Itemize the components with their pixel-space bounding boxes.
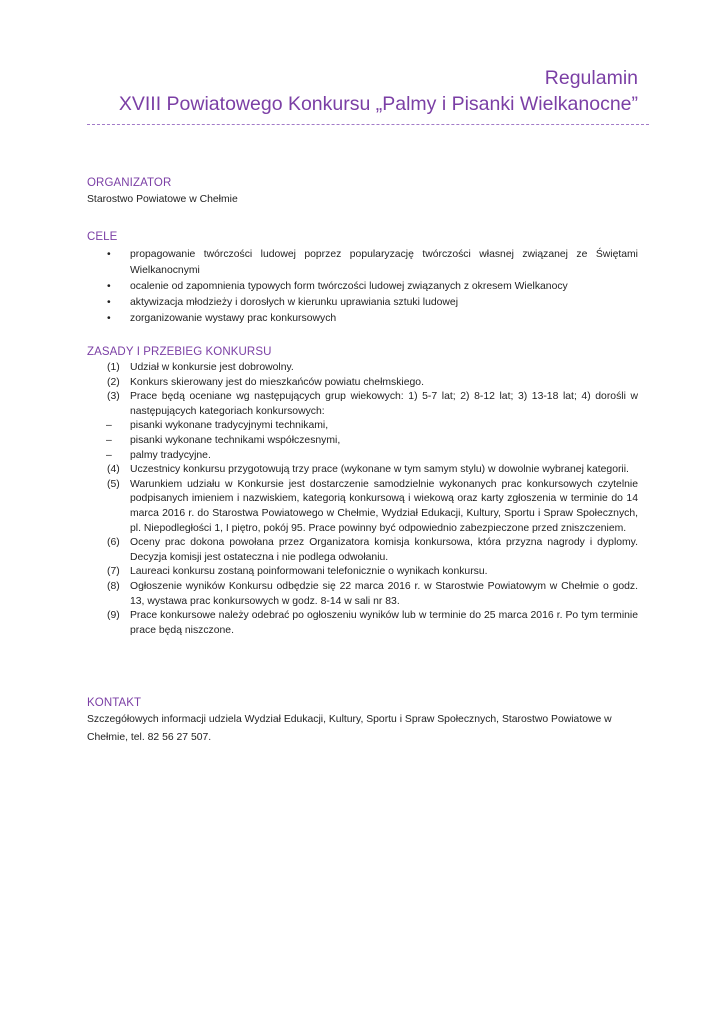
organizer-heading: ORGANIZATOR	[87, 177, 172, 189]
goals-heading: CELE	[87, 231, 118, 243]
goal-text: ocalenie od zapomnienia typowych form twórczości ludowej związanych z okresem Wielkanocy	[130, 281, 568, 292]
list-item	[87, 565, 638, 580]
rule-text: pisanki wykonane technikami współczesnymi,	[130, 434, 341, 446]
rules-list	[87, 361, 638, 638]
list-item	[87, 449, 638, 464]
item-number: (6)	[107, 537, 120, 549]
item-number: (4)	[107, 464, 120, 476]
rule-text: Uczestnicy konkursu przygotowują trzy prace (wykonane w tym samym stylu) w dowolnie wybranej kategorii.	[130, 464, 629, 476]
item-number: (1)	[107, 362, 120, 373]
rule-text: Prace konkursowe należy odebrać po ogłoszeniu wyników lub w terminie do 25 marca 2016 r. Po tym terminie prace będą niszczone.	[130, 610, 638, 636]
rule-text: palmy tradycyjne.	[130, 449, 211, 461]
goals-list	[87, 247, 638, 327]
dash-icon: –	[106, 449, 112, 461]
list-item	[87, 434, 638, 449]
rule-text: Warunkiem udziału w Konkursie jest dostarczenie samodzielnie wykonanych prac konkursowych czytelnie podpisanych imieniem i nazwiskiem, kategorią konkursową i wiekową oraz karty zgłoszenia w terminie do 14 marca 2016 r. do Starostwa Powiatowego w Chełmie, Wydział Edukacji, Kultury, Sportu i Spraw Społecznych, pl. Niepodległości 1, I piętro, pokój 95. Prace powinny być odpowiednio zabezpieczone przed zniszczeniem.	[130, 478, 638, 534]
rule-text: Ogłoszenie wyników Konkursu odbędzie się 22 marca 2016 r. w Starostwie Powiatowym w Chełmie o godz. 13, wystawa prac konkursowych w godz. 8-14 w sali nr 83.	[130, 580, 638, 607]
organizer-text: Starostwo Powiatowe w Chełmie	[87, 194, 238, 205]
item-number: (7)	[107, 566, 120, 578]
item-number: (3)	[107, 391, 120, 403]
bullet-icon: •	[107, 313, 111, 324]
list-item	[87, 478, 638, 536]
bullet-icon: •	[107, 281, 111, 292]
goal-text: aktywizacja młodzieży i dorosłych w kierunku uprawiania sztuki ludowej	[130, 297, 459, 308]
list-item	[87, 279, 638, 295]
list-item	[87, 419, 638, 434]
list-item	[87, 376, 638, 391]
bullet-icon: •	[107, 249, 111, 260]
list-item	[87, 536, 638, 565]
dash-icon: –	[106, 420, 112, 432]
item-number: (5)	[107, 478, 120, 490]
list-item	[87, 463, 638, 478]
document-title: Regulamin	[544, 67, 638, 89]
contact-text: Szczegółowych informacji udziela Wydział Edukacji, Kultury, Sportu i Spraw Społecznych, Starostwo Powiatowe w Chełmie, tel. 82 56 27 507.	[87, 714, 612, 743]
contact-heading: KONTAKT	[87, 697, 142, 709]
rule-text: Prace będą oceniane wg następujących grup wiekowych: 1) 5-7 lat; 2) 8-12 lat; 3) 13-18 lat; 4) dorośli w następujących kategoriach konkursowych:	[130, 391, 638, 417]
list-item	[87, 247, 638, 279]
list-item	[87, 609, 638, 638]
dash-icon: –	[106, 434, 112, 446]
rule-text: Konkurs skierowany jest do mieszkańców powiatu chełmskiego.	[130, 376, 424, 388]
goal-text: propagowanie twórczości ludowej poprzez popularyzację twórczości własnej związanej ze Świętami Wielkanocnymi	[130, 249, 638, 276]
bullet-icon: •	[107, 297, 111, 308]
goal-text: zorganizowanie wystawy prac konkursowych	[130, 313, 337, 324]
list-item	[87, 390, 638, 419]
list-item	[87, 295, 638, 311]
rule-text: Laureaci konkursu zostaną poinformowani telefonicznie o wynikach konkursu.	[130, 566, 488, 578]
rules-heading: ZASADY I PRZEBIEG KONKURSU	[87, 346, 272, 358]
rule-text: Udział w konkursie jest dobrowolny.	[130, 362, 294, 373]
document-subtitle: XVIII Powiatowego Konkursu „Palmy i Pisanki Wielkanocne”	[118, 93, 638, 115]
item-number: (8)	[107, 580, 120, 592]
item-number: (9)	[107, 610, 120, 622]
rule-text: pisanki wykonane tradycyjnymi technikami,	[130, 420, 329, 432]
rule-text: Oceny prac dokona powołana przez Organizatora komisja konkursowa, która przyzna nagrody i dyplomy. Decyzja komisji jest ostateczna i nie podlega odwołaniu.	[130, 537, 638, 563]
title-divider	[87, 124, 649, 125]
list-item	[87, 361, 638, 376]
list-item	[87, 311, 638, 327]
item-number: (2)	[107, 376, 120, 388]
list-item	[87, 580, 638, 609]
